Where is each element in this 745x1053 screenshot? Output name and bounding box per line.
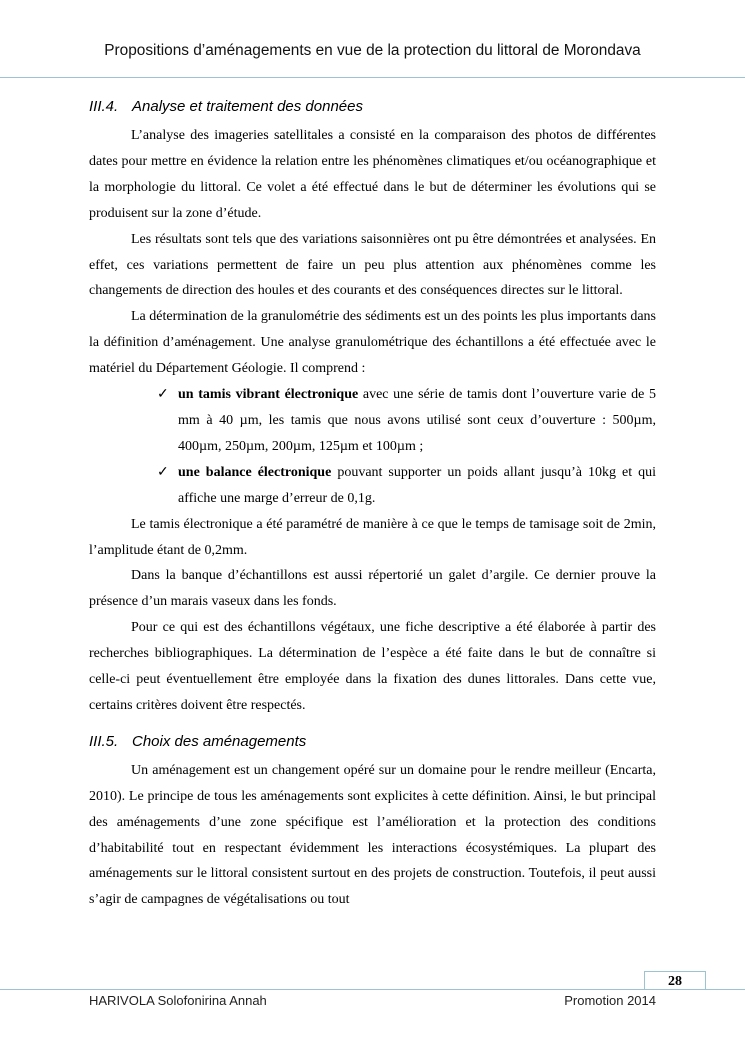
checkmark-icon: ✓ <box>157 387 169 403</box>
equipment-list <box>89 382 656 512</box>
paragraph: La détermination de la granulométrie des sédiments est un des points les plus importants dans la définition d’aménagement. Une analyse granulométrique des échantillons a été effectuée avec le matériel du Département Géologie. Il comprend : <box>89 309 656 377</box>
page-body <box>89 95 656 913</box>
footer-author: HARIVOLA Solofonirina Annah <box>89 993 267 1008</box>
page-number: 28 <box>644 971 706 990</box>
section-heading-analyse <box>89 95 656 119</box>
paragraph: Les résultats sont tels que des variations saisonnières ont pu être démontrées et analysées. En effet, ces variations permettent de faire un peu plus attention aux phénomènes comme les changements de direction des houles et des courants et des conséquences directes sur le littoral. <box>89 231 656 299</box>
list-item <box>157 382 656 460</box>
section-number: III.5. <box>89 732 119 750</box>
list-item-text: avec une série de tamis dont l’ouverture varie de 5 mm à 40 µm, les tamis que nous avons utilisé sont ceux d’ouverture : 500µm, 400µm, 250µm, 200µm, 125µm et 100µm ; <box>178 387 656 454</box>
list-item-term: une balance électronique <box>178 464 332 480</box>
list-item-term: un tamis vibrant électronique <box>178 387 359 403</box>
paragraph: Le tamis électronique a été paramétré de manière à ce que le temps de tamisage soit de 2min, l’amplitude étant de 0,2mm. <box>89 516 656 558</box>
paragraph: Pour ce qui est des échantillons végétaux, une fiche descriptive a été élaborée à partir des recherches bibliographiques. La détermination de l’espèce a été faite dans le but de connaître si celle-ci peut éventuellement être employée dans la fixation des dunes littorales. Dans cette vue, certains critères doivent être respectés. <box>89 620 656 713</box>
list-item-text: pouvant supporter un poids allant jusqu’à 10kg et qui affiche une marge d’erreur de 0,1g. <box>178 464 656 506</box>
list-item <box>157 460 656 512</box>
checkmark-icon: ✓ <box>157 464 169 480</box>
footer-divider <box>0 989 745 990</box>
section-title: Analyse et traitement des données <box>132 98 363 115</box>
section-title: Choix des aménagements <box>132 732 307 750</box>
running-header: Propositions d’aménagements en vue de la protection du littoral de Morondava <box>104 42 641 59</box>
footer-promotion: Promotion 2014 <box>564 993 656 1008</box>
paragraph: Dans la banque d’échantillons est aussi répertorié un galet d’argile. Ce dernier prouve la présence d’un marais vaseux dans les fonds. <box>89 568 656 610</box>
section-heading-choix <box>89 730 656 754</box>
paragraph: Un aménagement est un changement opéré sur un domaine pour le rendre meilleur (Encarta, 2010). Le principe de tous les aménagements sont explicites à cette définition. Ainsi, le but principal des aménagements d’une zone spécifique est l’amélioration et la protection des conditions d’habitabilité tout en respectant évidemment les interactions écosystémiques. La plupart des aménagements sur le littoral consistent surtout en des projets de construction. Toutefois, il peut aussi s’agir de campagnes de végétalisations ou tout <box>89 762 656 908</box>
section-number: III.4. <box>89 98 119 115</box>
header-divider <box>0 77 745 78</box>
paragraph: L’analyse des imageries satellitales a consisté en la comparaison des photos de différentes dates pour mettre en évidence la relation entre les phénomènes climatiques et/ou océanographique et la morphologie du littoral. Ce volet a été effectué dans le but de déterminer les évolutions qui se produisent sur la zone d’étude. <box>89 128 656 221</box>
